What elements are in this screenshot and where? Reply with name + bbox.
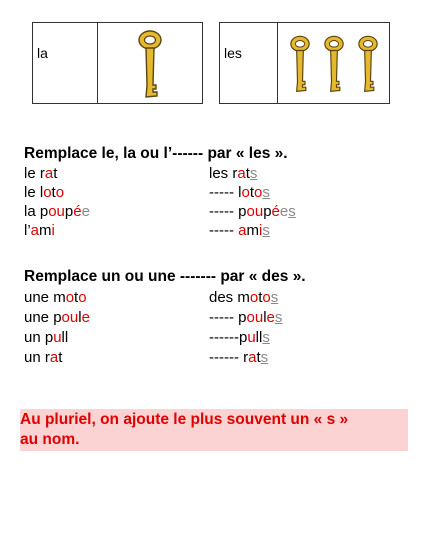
s2-row3-plural: ------pulls (209, 329, 270, 346)
s1-row2-singular: le loto (24, 184, 65, 201)
s2-row1-singular: une moto (24, 289, 87, 306)
s1-row3-singular: la poupée (24, 203, 90, 220)
singular-card (32, 22, 203, 104)
s1-row2-plural: ----- lotos (209, 184, 270, 201)
s2-row4-plural: ------ rats (209, 349, 269, 366)
plural-card (219, 22, 390, 104)
s1-row4-plural: ----- amis (209, 222, 270, 239)
singular-article: la (33, 23, 98, 103)
section2-title: Remplace un ou une ------- par « des ». (24, 268, 306, 285)
key-icon (98, 23, 202, 103)
s1-row3-plural: ----- poupées (209, 203, 296, 220)
rule-line-1: Au pluriel, on ajoute le plus souvent un « s » (20, 411, 349, 428)
s2-row2-singular: une poule (24, 309, 90, 326)
rule-highlight (20, 409, 408, 451)
s2-row1-plural: des motos (209, 289, 279, 306)
three-keys-icon (278, 23, 389, 103)
plural-article: les (220, 23, 278, 103)
s1-row4-singular: l’ami (24, 222, 55, 239)
s2-row3-singular: un pull (24, 329, 69, 346)
s1-row1-singular: le rat (24, 165, 58, 182)
s2-row4-singular: un rat (24, 349, 63, 366)
s2-row2-plural: ----- poules (209, 309, 283, 326)
s1-row1-plural: les rats (209, 165, 258, 182)
section1-title: Remplace le, la ou l’------ par « les ». (24, 145, 288, 162)
rule-line-2: au nom. (20, 431, 80, 448)
